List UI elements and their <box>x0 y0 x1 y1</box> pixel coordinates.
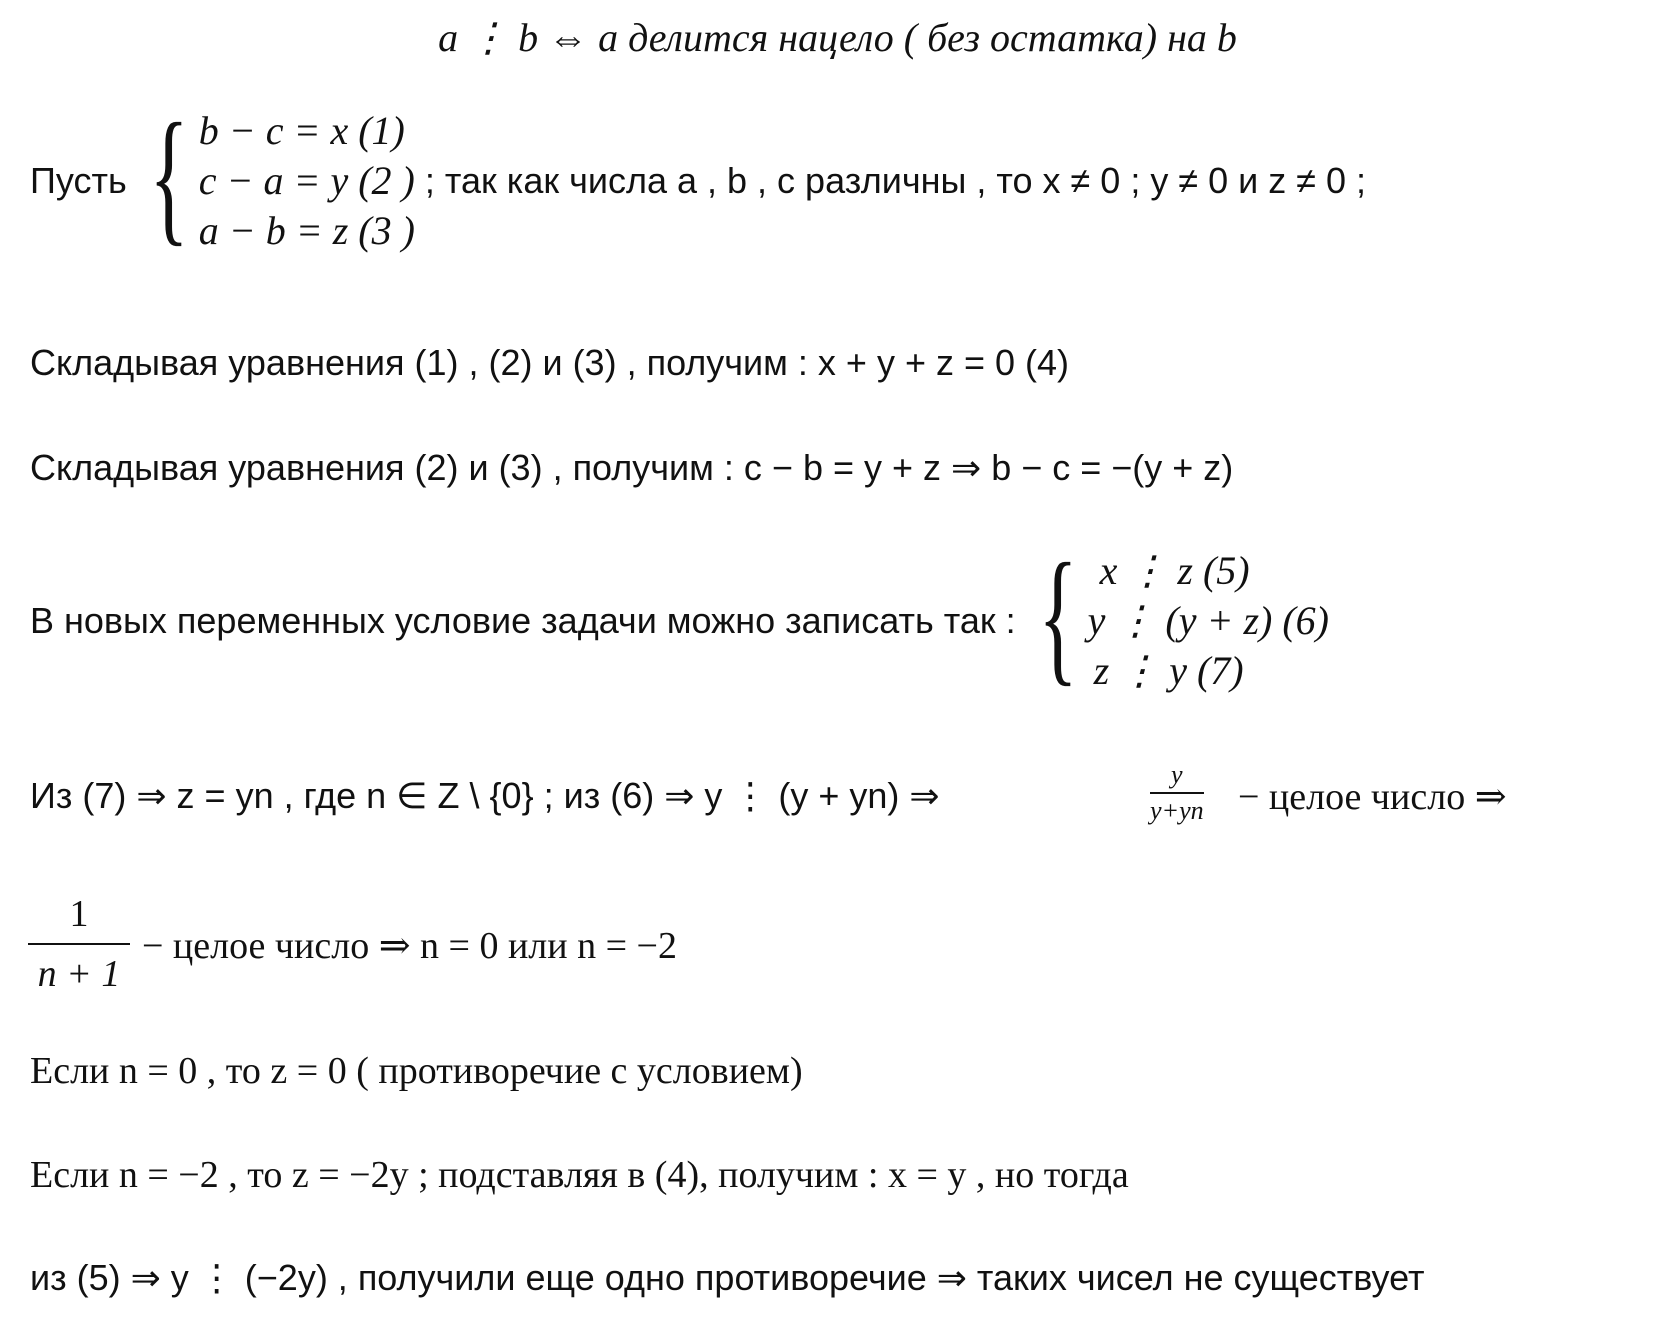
fraction-1-denominator: n + 1 <box>37 953 121 995</box>
if-n-minus-2-line <box>30 1156 1129 1194</box>
system-2-prefix: В новых переменных условие задачи можно записать так : <box>30 600 1016 641</box>
system-2-row-5: x ⋮ z (5) <box>1099 548 1250 593</box>
sum-all-text: Складывая уравнения (1) , (2) и (3) , получим : x + y + z = 0 (4) <box>30 342 1070 383</box>
system-1-brace: { <box>148 93 189 259</box>
fraction-1-after-text: − целое число ⇒ n = 0 или n = −2 <box>142 925 677 967</box>
system-1-row-3: a − b = z (3 ) <box>198 208 415 253</box>
system-1-prefix: Пусть <box>30 160 127 201</box>
fraction-denominator: y+yn <box>1150 796 1204 825</box>
system-1-rows <box>199 108 415 254</box>
fraction-numerator: y <box>1171 760 1183 789</box>
system-1-row-1: b − c = x (1) <box>198 108 405 153</box>
system-2-row-6: y ⋮ (y + z) (6) <box>1087 598 1329 643</box>
if-n-0-line <box>30 1052 803 1090</box>
sum-23-line <box>30 447 1234 488</box>
system-1 <box>30 93 1367 259</box>
system-1-suffix: ; так как числа a , b , c различны , то x ≠ 0 ; y ≠ 0 и z ≠ 0 ; <box>424 160 1367 201</box>
definition-text: a ⋮ b ⇔ a делится нацело ( без остатка) на b <box>438 15 1237 60</box>
from-7-after <box>1238 778 1507 816</box>
system-2-brace: { <box>1037 533 1078 699</box>
from-7-line <box>30 775 940 816</box>
if-n-0-text: Если n = 0 , то z = 0 ( противоречие с условием) <box>30 1050 803 1092</box>
fraction-1-numerator: 1 <box>69 893 89 935</box>
system-1-row-2: c − a = y (2 ) <box>198 158 415 203</box>
from-7-after-text: − целое число ⇒ <box>1238 776 1507 818</box>
system-2-row-7: z ⋮ y (7) <box>1093 648 1244 693</box>
fraction-1-after <box>142 927 677 965</box>
system-2-rows <box>1088 548 1329 694</box>
one-over-n-plus-1-fraction <box>28 895 130 993</box>
definition-line <box>0 15 1675 60</box>
from-7-text: Из (7) ⇒ z = yn , где n ∈ Z \ {0} ; из (6) ⇒ y ⋮ (y + yn) ⇒ <box>30 775 940 816</box>
sum-all-line <box>30 342 1070 383</box>
system-2 <box>30 533 1329 699</box>
final-line <box>30 1257 1425 1298</box>
y-over-y-plus-yn-fraction <box>1150 762 1204 824</box>
sum-23-text: Складывая уравнения (2) и (3) , получим : c − b = y + z ⇒ b − c = −(y + z) <box>30 447 1234 488</box>
final-text: из (5) ⇒ y ⋮ (−2y) , получили еще одно противоречие ⇒ таких чисел не существует <box>30 1257 1425 1298</box>
if-n-minus-2-text: Если n = −2 , то z = −2y ; подставляя в (4), получим : x = y , но тогда <box>30 1154 1129 1196</box>
